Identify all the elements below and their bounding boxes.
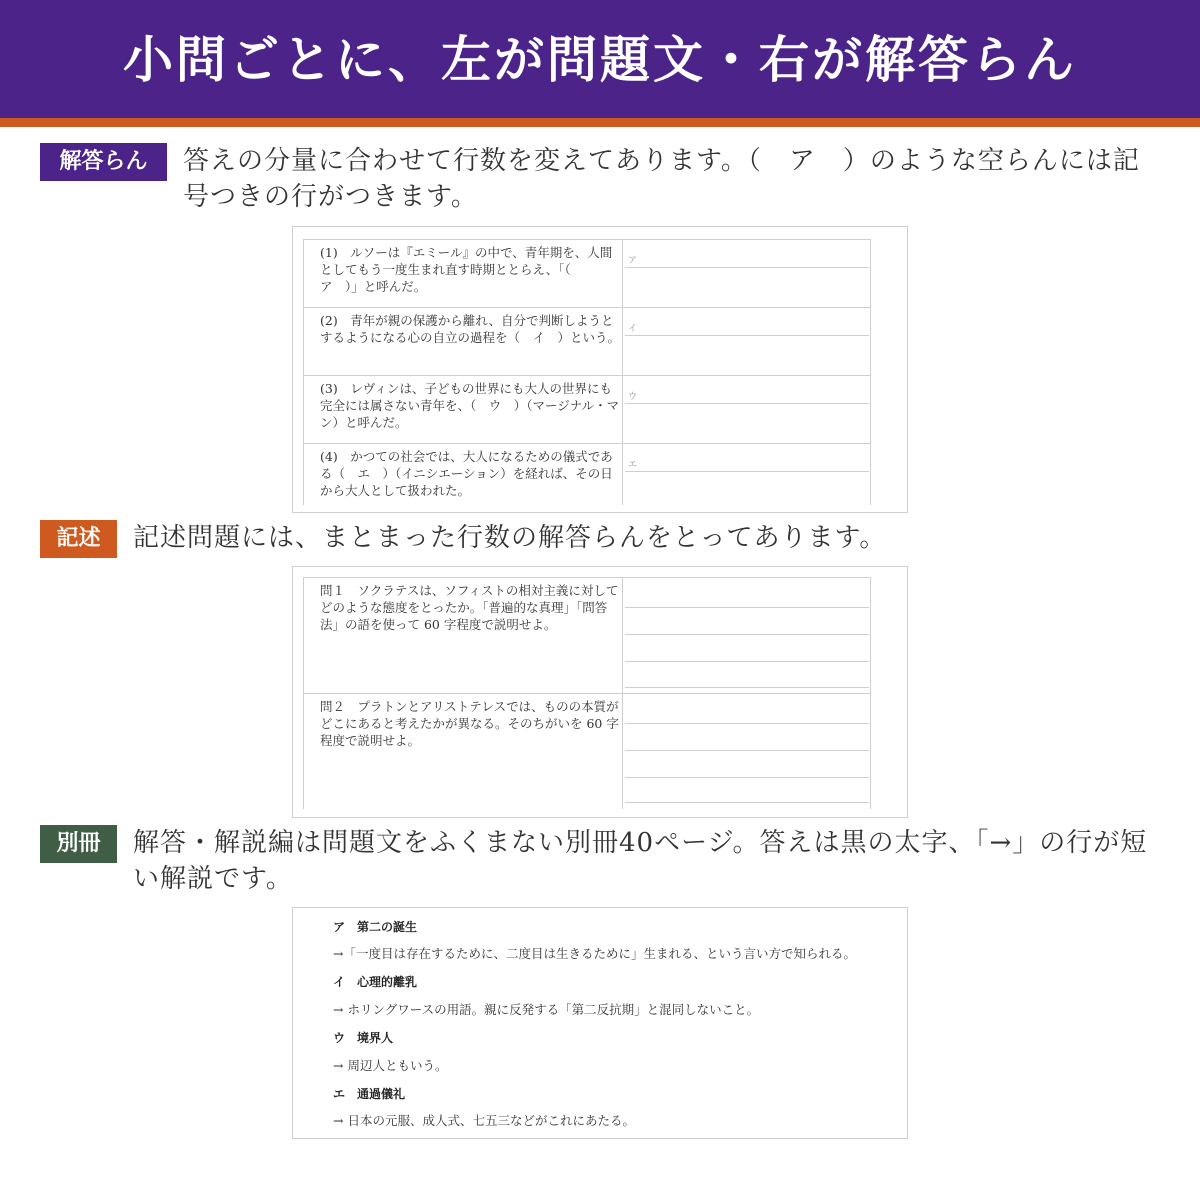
answer-key-term: イ 心理的離乳 (333, 975, 418, 989)
answer-label: エ (628, 460, 638, 470)
answer-key-term: エ 通過儀礼 (333, 1087, 406, 1101)
question-text: (1) ルソーは『エミール』の中で、青年期を、人間としてもう一度生まれ直す時期ととらえ、「（ ア ）」と呼んだ。 (320, 245, 613, 294)
question-text: (3) レヴィンは、子どもの世界にも大人の世界にも完全には属さない青年を、（ ウ ）（マージナル・マン）と呼んだ。 (320, 381, 620, 430)
question-row (303, 444, 871, 505)
question-row (303, 308, 871, 376)
answer-line (625, 802, 869, 803)
answer-key-explanation: → ホリングワースの用語。親に反発する「第二反抗期」と混同しないこと。 (333, 1002, 760, 1017)
answer-line (625, 723, 869, 724)
grid-right-border (870, 240, 871, 505)
answer-column-badge: 解答らん (40, 143, 167, 181)
grid-right-border (870, 578, 871, 809)
answer-key-term: ウ 境界人 (333, 1031, 394, 1045)
question-text: 問２ プラトンとアリストテレスでは、ものの本質がどこにあると考えたかが異なる。そのちがいを 60 字程度で説明せよ。 (320, 699, 619, 748)
answer-label: イ (628, 324, 638, 334)
booklet-badge: 別冊 (40, 825, 117, 863)
answer-label: ウ (628, 392, 638, 402)
booklet-description: 解答・解説編は問題文をふくまない別冊40ページ。答えは黒の太字、「→」の行が短い解説です。 (133, 828, 1148, 894)
answer-line (625, 687, 869, 688)
answer-key-term: ア 第二の誕生 (333, 920, 418, 934)
grid-left-border (303, 578, 304, 809)
answer-column-sample-panel (292, 226, 908, 513)
question-answer-grid (303, 239, 871, 504)
question-row (303, 376, 871, 444)
answer-key-explanation: → 日本の元服、成人式、七五三などがこれにあたる。 (333, 1113, 635, 1128)
grid-divider (622, 578, 623, 809)
answer-label: ア (628, 256, 638, 266)
descriptive-grid (303, 577, 871, 808)
answer-line (625, 267, 869, 268)
question-text: (2) 青年が親の保護から離れ、自分で判断しようとするようになる心の自立の過程を（ イ ）という。 (320, 313, 621, 345)
question-text: (4) かつての社会では、大人になるための儀式である（ エ ）（イニシエーション）を経れば、その日から大人として扱われた。 (320, 449, 613, 498)
answer-key-explanation: →「一度目は存在するために、二度目は生きるために」生まれる、という言い方で知られる。 (333, 946, 856, 961)
answer-line (625, 634, 869, 635)
answer-line (625, 403, 869, 404)
grid-left-border (303, 240, 304, 505)
question-text: 問１ ソクラテスは、ソフィストの相対主義に対してどのような態度をとったか。「普遍的な真理」「問答法」の語を使って 60 字程度で説明せよ。 (320, 583, 619, 632)
question-row (303, 240, 871, 308)
descriptive-sample-panel (292, 566, 908, 818)
page-title: 小問ごとに、左が問題文・右が解答らん (123, 31, 1077, 89)
answer-line (625, 335, 869, 336)
header-accent-line (0, 118, 1200, 127)
question-row (303, 578, 871, 694)
answer-line (625, 471, 869, 472)
descriptive-description: 記述問題には、まとまった行数の解答らんをとってあります。 (133, 523, 887, 553)
grid-divider (622, 240, 623, 505)
answer-key-sample-panel (292, 907, 908, 1139)
answer-key-explanation: → 周辺人ともいう。 (333, 1058, 448, 1073)
answer-line (625, 607, 869, 608)
answer-line (625, 750, 869, 751)
answer-line (625, 777, 869, 778)
question-row (303, 694, 871, 809)
descriptive-badge: 記述 (40, 520, 117, 558)
answer-column-description: 答えの分量に合わせて行数を変えてあります。（ ア ）のような空らんには記号つきの行がつきます。 (183, 146, 1140, 212)
answer-line (625, 661, 869, 662)
